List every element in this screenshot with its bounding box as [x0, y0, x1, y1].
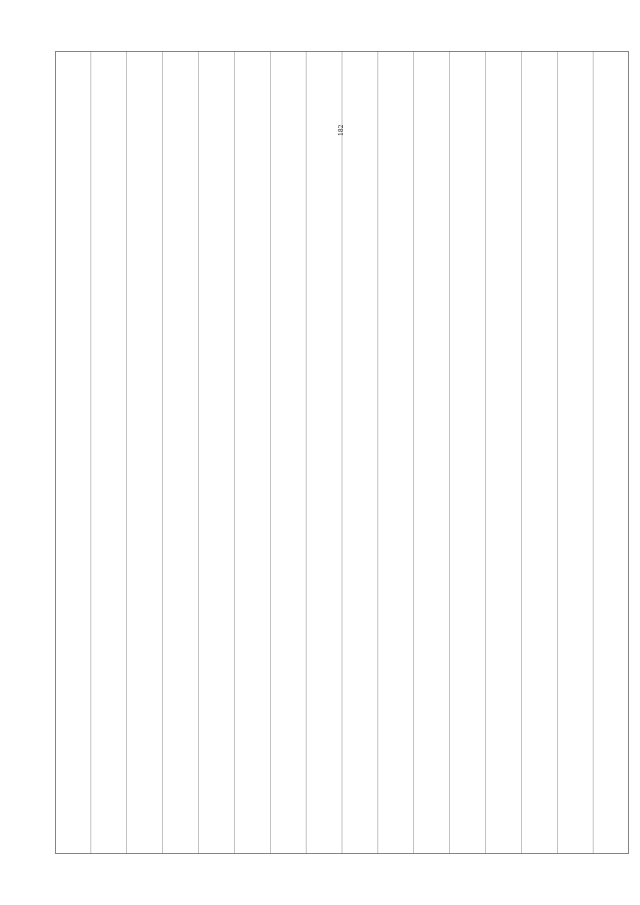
page-number: 182 [338, 124, 345, 136]
table-block [55, 51, 629, 854]
data-table [55, 51, 629, 854]
